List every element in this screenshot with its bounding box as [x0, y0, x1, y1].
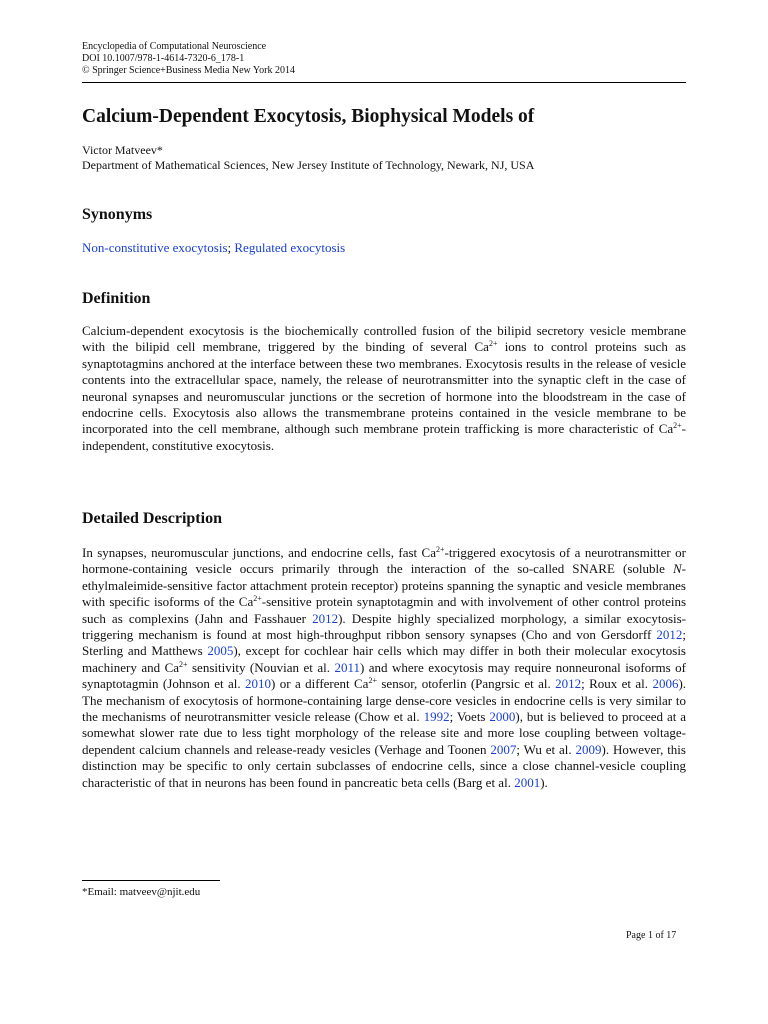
citation-link[interactable]: 2006 — [652, 676, 679, 692]
definition-heading: Definition — [82, 290, 151, 307]
citation-link[interactable]: 2000 — [489, 709, 516, 725]
journal-name: Encyclopedia of Computational Neuroscience — [82, 41, 267, 52]
citation-link[interactable]: 1992 — [423, 709, 450, 725]
journal-header — [82, 41, 295, 77]
citation-link[interactable]: 2005 — [207, 643, 234, 659]
citation-link[interactable]: 2001 — [514, 774, 541, 790]
synonym-separator: ; — [227, 240, 235, 255]
footnote-rule — [82, 880, 220, 881]
citation-link[interactable]: 2012 — [312, 610, 339, 626]
definition-paragraph: Calcium-dependent exocytosis is the biochemically controlled fusion of the bilipid secretory vesicle membrane with the bilipid cell membrane, triggered by the binding of several $Ca^{2+}$ ions to control proteins such as synaptotagmins anchored at the interface between these two membranes. Exocytosis results in the release of vesicle contents into the extracellular space, namely, the release of neurotransmitter into the synaptic cleft in the case of neuronal synapses and neuromuscular junctions or the secretion of hormone into the bloodstream in the case of endocrine cells. Exocytosis also allows the transmembrane proteins contained in the vesicle membrane to be incorporated into the cell membrane, although such membrane protein trafficking is more characteristic of $Ca^{2+}$-independent, constitutive exocytosis. — [82, 323, 686, 453]
citation-link[interactable]: 2007 — [490, 741, 517, 757]
detailed-description-paragraph: In synapses, neuromuscular junctions, and endocrine cells, fast $Ca^{2+}$-triggered exocytosis of a neurotransmitter or hormone-containing vesicle occurs primarily through the interaction of the so-called SNARE (soluble N-ethylmaleimide-sensitive factor attachment protein receptor) proteins spanning the synaptic and vesicle membranes with specific isoforms of the $Ca^{2+}$-sensitive protein synaptotagmin and with involvement of other control proteins such as complexins (Jahn and Fasshauer 2012). Despite highly specialized morphology, a similar exocytosis-triggering mechanism is found at most high-throughput ribbon sensory synapses (Cho and von Gersdorff 2012; Sterling and Matthews 2005), except for cochlear hair cells which may differ in both their molecular exocytosis machinery and $Ca^{2+}$ sensitivity (Nouvian et al. 2011) and where exocytosis may require nonneuronal isoforms of synaptotagmin (Johnson et al. 2010) or a different $Ca^{2+}$ sensor, otoferlin (Pangrsic et al. 2012; Roux et al. 2006). The mechanism of exocytosis of hormone-containing large dense-core vesicles in endocrine cells is very similar to the mechanisms of neurotransmitter vesicle release (Chow et al. 1992; Voets 2000), but is believed to proceed at a somewhat slower rate due to less tight morphology of the release site and more lose coupling between voltage-dependent calcium channels and release-ready vesicles (Verhage and Toonen 2007; Wu et al. 2009). However, this distinction may be specific to only certain subclasses of endocrine cells, since a close channel-vesicle coupling characteristic of that in neurons has been found in pancreatic beta cells (Barg et al. 2001). — [82, 545, 687, 790]
author-block — [82, 143, 534, 173]
copyright: © Springer Science+Business Media New York 2014 — [82, 65, 295, 76]
doi: DOI 10.1007/978-1-4614-7320-6_178-1 — [82, 53, 245, 64]
citation-link[interactable]: 2012 — [555, 676, 582, 692]
citation-link[interactable]: 2012 — [656, 627, 683, 643]
synonym-link-non-constitutive[interactable]: Non-constitutive exocytosis — [82, 240, 228, 255]
citation-link[interactable]: 2010 — [245, 676, 272, 692]
citation-link[interactable]: 2009 — [575, 741, 602, 757]
page-number: Page 1 of 17 — [626, 930, 677, 941]
synonym-link-regulated[interactable]: Regulated exocytosis — [234, 240, 346, 255]
header-rule — [82, 82, 686, 83]
author-affiliation: Department of Mathematical Sciences, New Jersey Institute of Technology, Newark, NJ, USA — [82, 158, 535, 172]
footnote-email: *Email: matveev@njit.edu — [82, 886, 201, 898]
author-name: Victor Matveev* — [82, 143, 163, 157]
detailed-description-heading: Detailed Description — [82, 510, 222, 527]
article-title: Calcium-Dependent Exocytosis, Biophysical Models of — [82, 106, 535, 127]
synonyms-heading: Synonyms — [82, 206, 153, 223]
citation-link[interactable]: 2011 — [334, 659, 360, 675]
synonyms-list — [82, 240, 345, 256]
